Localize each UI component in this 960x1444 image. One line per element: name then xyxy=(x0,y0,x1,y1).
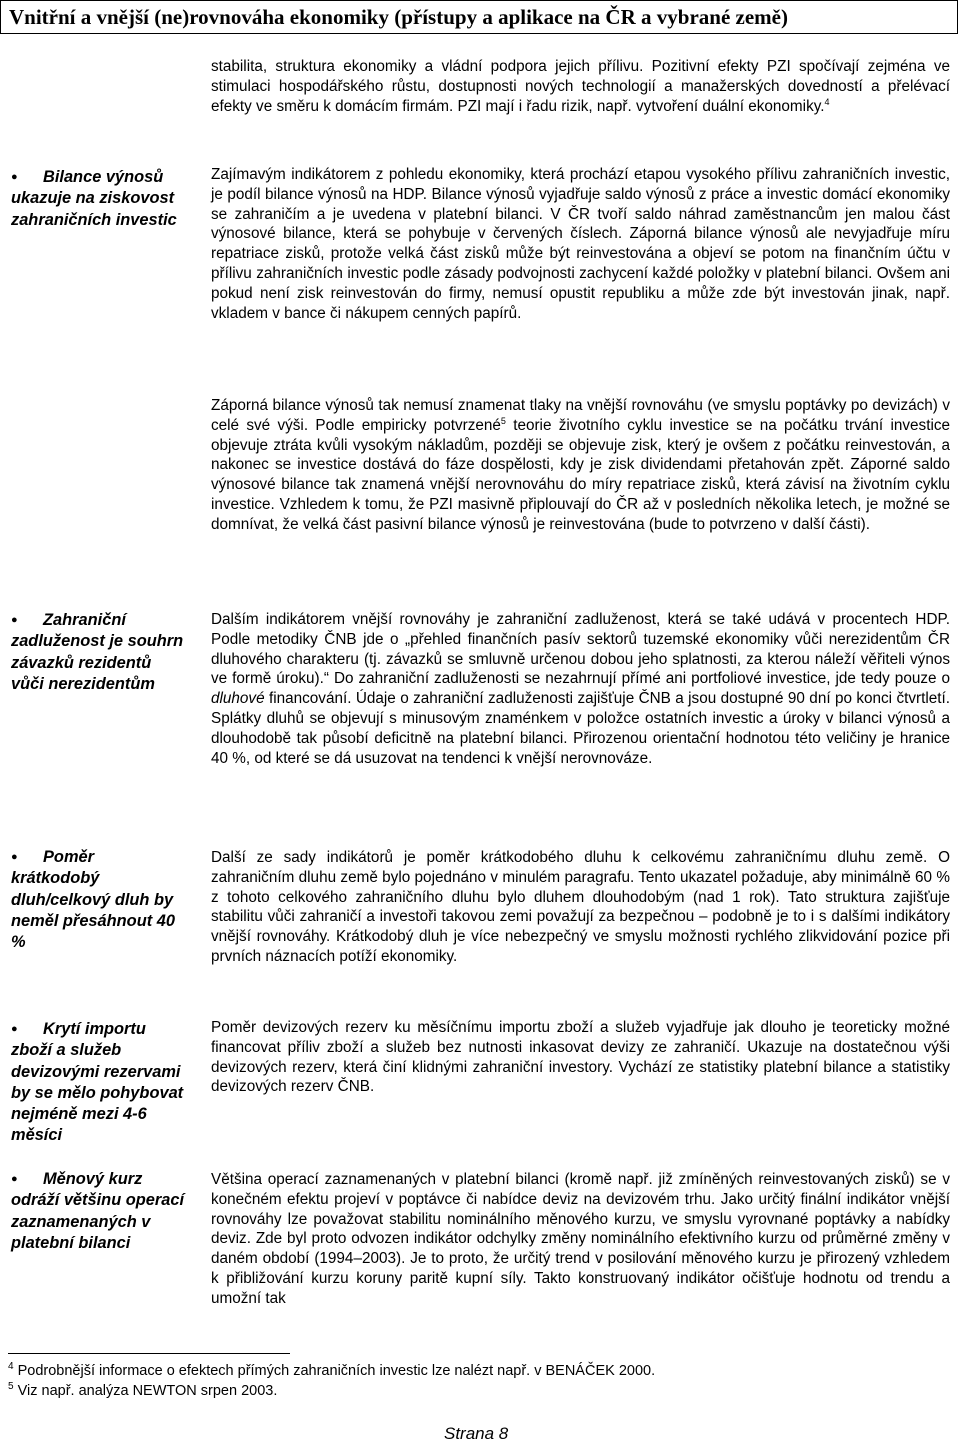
running-header-title: Vnitřní a vnější (ne)rovnováha ekonomiky (přístupy a aplikace na ČR a vybrané země) xyxy=(9,5,788,29)
paragraph-reserves-to-imports: Poměr devizových rezerv ku měsíčnímu importu zboží a služeb vyjadřuje jak dlouho je teoreticky možné financovat příliv zboží a služeb bez nutnosti inkasovat devizy ze zahraničí. Ukazuje na dostatečnou výši devizových rezerv, která činí klidnými zahraniční investory. Vychází ze statistiky platební bilance a statistiky devizových rezerv ČNB. xyxy=(211,1019,950,1096)
page-number: Strana 8 xyxy=(444,1424,509,1443)
footnote-ref-4: 4 xyxy=(824,96,830,107)
footnote-5: $^5$ Viz např. analýza NEWTON srpen 2003. xyxy=(8,1381,278,1399)
bullet-icon: ● xyxy=(11,851,18,863)
paragraph-investment-life-cycle: Záporná bilance výnosů tak nemusí znamenat tlaky na vnější rovnováhu (ve smyslu poptávky po devizách) v celé své výši. Podle empiricky potvrzené$^5$ teorie životního cyklu investice se na počátku trvání investice objevuje ztráta kvůli vysokým nákladům, později se objevuje zisk, který je ovšem z počátku reinvestován, a nakonec se investice dostává do fáze dospělosti, kdy je zisk dividendami přetahován zpět. Záporné saldo výnosové bilance tak znamená vnější nerovnováhu do míry repatriace zisků, která závisí na životním cyklu investice. Vzhledem k tomu, že PZI masivně připlouvají do ČR až v posledních několika letech, je možné se domnívat, že velká část pasivní bilance výnosů je reinvestována (bude to potvrzeno v další části). xyxy=(211,397,950,533)
margin-note-short-term-debt: ● Poměr krátkodobý dluh/celkový dluh by neměl přesáhnout 40 % xyxy=(11,848,175,952)
margin-note-income-balance: ● Bilance výnosů ukazuje na ziskovost zahraničních investic xyxy=(11,168,177,229)
paragraph-pzi-effects: stabilita, struktura ekonomiky a vládní podpora jejich přílivu. Pozitivní efekty PZI spočívají zejména ve stimulaci hospodářského růstu, dostupnosti nových technologií a manažerských dovedností a přelévací efekty ve směru k domácím firmám. PZI mají i řadu rizik, např. vytvoření duální ekonomiky.$^4$ xyxy=(211,58,950,115)
paragraph-exchange-rate: Většina operací zaznamenaných v platební bilanci (kromě např. již zmíněných reinvestovaných zisků) se v konečném efektu projeví v poptávce či nabídce deviz na devizovém trhu. Jako určitý finální indikátor vnější rovnováhy lze považovat stabilitu nominálního měnového kurzu, ve smyslu vyrovnané poptávky a nabídky deviz. Zde byl proto odvozen indikátor odchylky změny nominálního efektivního kurzu od průměrné změny v daném období (1994–2003). Je to proto, že určitý trend v posilování měnového kurzu je přirozený vzhledem k přibližování kurzu koruny paritě kupní síly. Takto konstruovaný indikátor očišťuje hodnotu od trendu a umožní tak xyxy=(211,1171,950,1307)
bullet-icon: ● xyxy=(11,1023,18,1035)
margin-note-foreign-debt: ● Zahraniční zadluženost je souhrn závazků rezidentů vůči nerezidentům xyxy=(11,611,184,693)
paragraph-foreign-debt: Dalším indikátorem vnější rovnováhy je zahraniční zadluženost, která se také udává v procentech HDP. Podle metodiky ČNB jde o „přehled finančních pasív sektorů tuzemské ekonomiky vůči nerezidentům ČR dluhového charakteru (tj. závazků se smluvně určenou dobou jeho splatnosti, za kterou náleží věřiteli výnos ve formě úroku).“ Do zahraniční zadluženosti se nezahrnují přímé ani portfoliové investice, jde tedy pouze o dluhové financování. Údaje o zahraniční zadluženosti zajišťuje ČNB a jsou dostupné 90 dní po konci čtvrtletí. Splátky dluhů se objevují s minusovým znaménkem v položce ostatních investic a úroky v bilanci výnosů a dlouhodobě tak působí deficitně na platební bilanci. Přirozenou orientační hodnotou této veličiny je hranice 40 %, od které se dá usuzovat na tendenci k vnější nerovnováze. xyxy=(211,611,950,767)
margin-note-exchange-rate: ● Měnový kurz odráží většinu operací zaznamenaných v platební bilanci xyxy=(11,1170,185,1252)
footnote-separator xyxy=(8,1353,290,1354)
bullet-icon: ● xyxy=(11,614,18,626)
margin-note-import-coverage: ● Krytí importu zboží a služeb devizovými rezervami by se mělo pohybovat nejméně mezi 4-6 měsíci xyxy=(11,1020,184,1145)
paragraph-income-balance: Zajímavým indikátorem z pohledu ekonomiky, která prochází etapou vysokého přílivu zahraničních investic, je podíl bilance výnosů na HDP. Bilance výnosů vyjadřuje saldo výnosů z práce a investic domácí ekonomiky se zahraničím a je uvedena v platební bilanci. V ČR tvoří saldo náhrad zaměstnancům jen malou část výnosové bilance, která se pohybuje v červených číslech. Záporná bilance výnosů ale nevyjadřuje míru repatriace zisků, protože velká část zisků může být reinvestována a objeví se potom na finančním účtu v přílivu zahraničních investic podle zásady podvojnosti zachycení každé položky v platební bilanci. Ovšem ani pokud není zisk reinvestován do firmy, nemusí opustit republiku a může zde být investován jinak, např. vkladem v bance či nákupem cenných papírů. xyxy=(211,166,950,322)
bullet-icon: ● xyxy=(11,171,18,183)
paragraph-short-term-debt: Další ze sady indikátorů je poměr krátkodobého dluhu k celkovému zahraničnímu dluhu země. O zahraničním dluhu země bylo pojednáno v minulém paragrafu. Tento ukazatel požaduje, aby minimálně 60 % z tohoto celkového zahraničního dluhu bylo dluhem dlouhodobým (nad 1 rok). Tato struktura zajišťuje stabilitu vůči zahraničí a investoři takovou zemi považují za bezpečnou – podobně je to i s dalšími indikátory vnější rovnováhy. Krátkodobý dluh je více nebezpečný ve smyslu možnosti rychlého zlikvidování pozice při prvních náznacích potíží ekonomiky. xyxy=(211,849,950,965)
bullet-icon: ● xyxy=(11,1173,18,1185)
running-header xyxy=(0,0,958,34)
emphasis-debt: dluhové xyxy=(211,690,265,708)
footnote-ref-5: 5 xyxy=(500,415,506,426)
footnote-4: $^4$ Podrobnější informace o efektech přímých zahraničních investic lze nalézt např. v BENÁČEK 2000. xyxy=(8,1361,656,1379)
